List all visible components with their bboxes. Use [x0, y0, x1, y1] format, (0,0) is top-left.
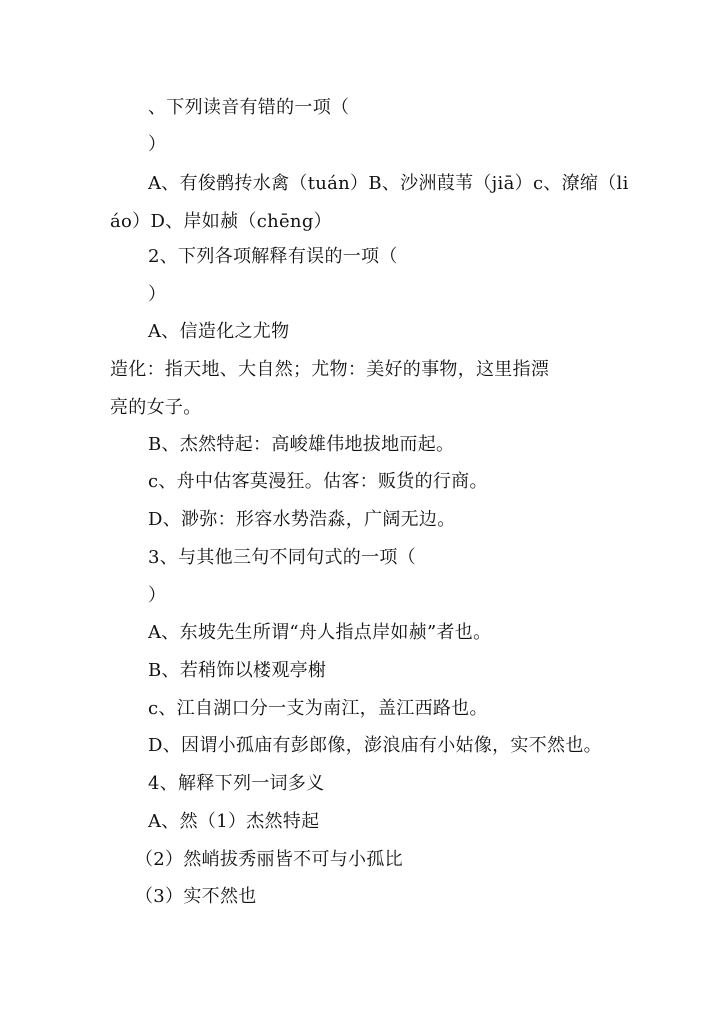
question-2-option-d: D、渺弥：形容水势浩淼，广阔无边。	[148, 509, 456, 530]
question-3-option-c: c、江自湖口分一支为南江，盖江西路也。	[148, 698, 488, 719]
question-3-paren: ）	[148, 585, 167, 606]
question-1-options: A、有俊鹘抟水禽（tuán）B、沙洲葭苇（jiā）c、潦缩（li	[148, 173, 629, 194]
question-2-paren: ）	[148, 284, 167, 305]
question-2-option-b: B、杰然特起：高峻雄伟地拔地而起。	[148, 434, 455, 455]
question-2-option-a-note: 造化：指天地、大自然；尤物：美好的事物，这里指漂	[110, 359, 550, 380]
question-2-option-a-note-cont: 亮的女子。	[110, 397, 202, 418]
question-3-option-b: B、若稍饰以楼观亭榭	[148, 660, 327, 681]
question-3-option-a: A、东坡先生所谓“舟人指点岸如赪”者也。	[148, 622, 492, 643]
question-3-option-d: D、因谓小孤庙有彭郎像，澎浪庙有小姑像，实不然也。	[148, 735, 602, 756]
question-2-stem: 2、下列各项解释有误的一项（	[148, 246, 398, 267]
question-4-item-a-1: A、然（1）杰然特起	[148, 811, 320, 832]
question-4-stem: 4、解释下列一词多义	[148, 773, 325, 794]
question-1-stem: 、下列读音有错的一项（	[148, 97, 350, 118]
question-2-option-a: A、信造化之尤物	[148, 321, 290, 342]
question-1-paren: ）	[148, 134, 167, 155]
question-1-options-cont: áo）D、岸如赪（chēng）	[110, 211, 332, 232]
question-4-item-a-3: （3）实不然也	[135, 886, 257, 907]
question-2-option-c: c、舟中估客莫漫狂。估客：贩货的行商。	[148, 471, 488, 492]
question-4-item-a-2: （2）然峭拔秀丽皆不可与小孤比	[135, 849, 403, 870]
question-3-stem: 3、与其他三句不同句式的一项（	[148, 547, 416, 568]
